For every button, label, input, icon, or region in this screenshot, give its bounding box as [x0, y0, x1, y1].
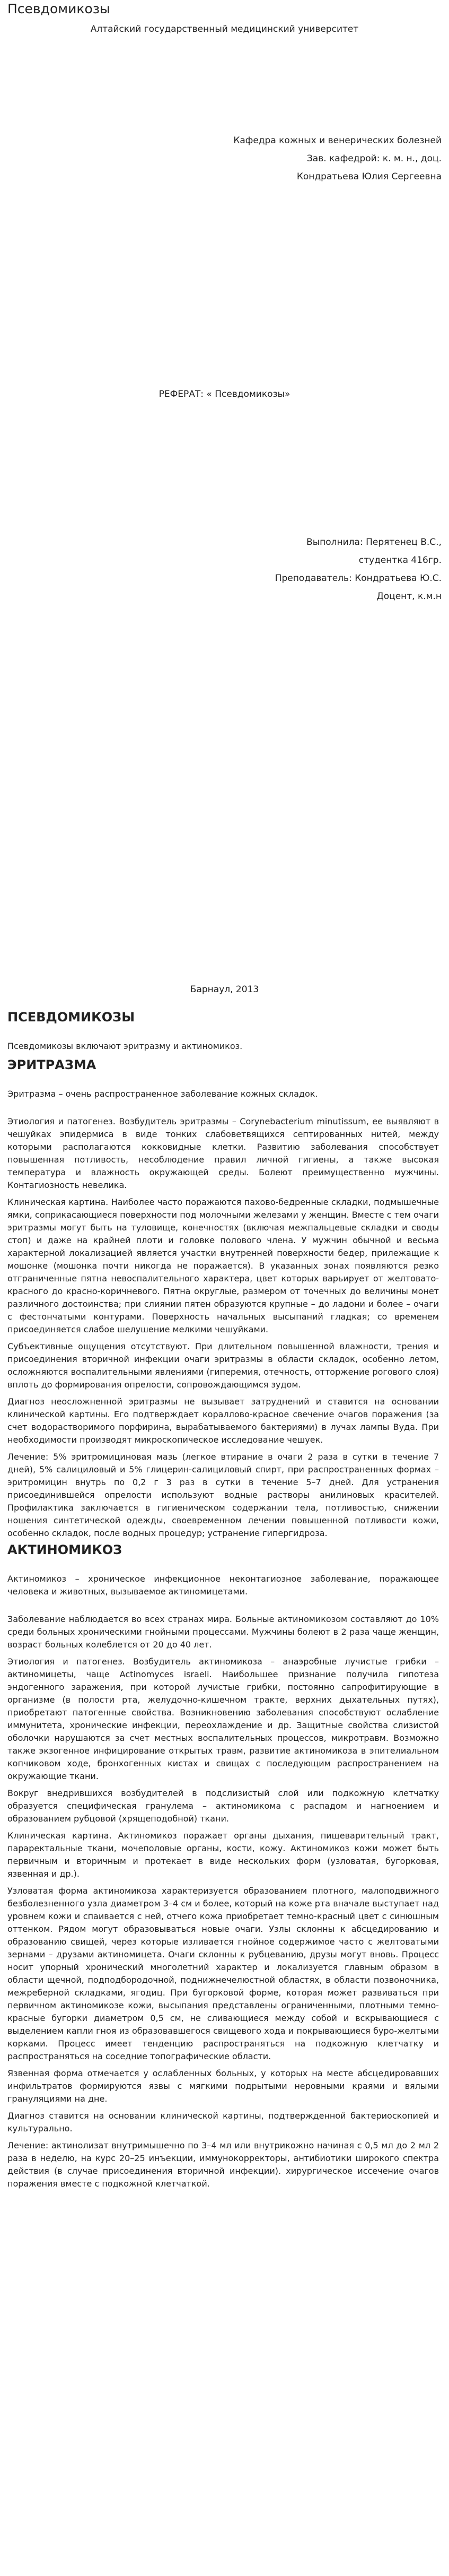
actinomycosis-etiology: Этиология и патогенез. Возбудитель актиномикоза – анаэробные лучистые грибки – актиномицеты, чаще Actinomyces israeli. Наибольшее признание получила гипотеза эндогенного заражения, при которой лучистые грибки, постоянно сапрофитирующие в организме (в полости рта, желудочно-кишечном тракте, верхних дыхательных путях), приобретают патогенные свойства. Возникновению заболевания способствуют ослабление иммунитета, хронические инфекции, переохлаждение и др. Защитные свойства слизистой оболочки нарушаются за счет местных воспалительных процессов, микротравм. Возможно также экзогенное инфицирование открытых травм, развитие актиномикоза в эпителиальном копчиковом ходе, бронхогенных кистах и свищах с последующим распространением на окружающие ткани. — [7, 1656, 439, 1781]
actinomycosis-pathogenesis: Вокруг внедрившихся возбудителей в подслизистый слой или подкожную клетчатку образуется специфическая гранулема – актиномикома с распадом и нагноением и образованием рубцовой (хрящеподобной) ткани. — [7, 1788, 439, 1824]
head-of-department: Зав. кафедрой: к. м. н., доц. — [306, 153, 442, 164]
main-heading: ПСЕВДОМИКОЗЫ — [7, 1010, 135, 1025]
head-name: Кондратьева Юлия Сергеевна — [296, 171, 442, 182]
actinomycosis-diagnosis: Диагноз ставится на основании клинической картины, подтвержденной бактериоскопией и культурально. — [7, 2111, 439, 2133]
erythrasma-definition: Эритразма – очень распространенное заболевание кожных складок. — [7, 1089, 318, 1099]
erythrasma-clinical: Клиническая картина. Наиболее часто поражаются пахово-бедренные складки, подмышечные ямки, соприкасающиеся поверхности под молочными железами у женщин. Вместе с тем очаги эритразмы могут быть на туловище, конечностях (включая межпальцевые складки и своды стоп) и даже на крайней плоти и головке полового члена. У мужчин обычной и весьма характерной локализацией является участки внутренней поверхности бедер, прилежащие к мошонке (мошонка почти никогда не поражается). В указанных зонах появляются резко отграниченные пятна невоспалительного характера, цвет которых варьирует от желтовато-красного до красно-коричневого. Пятна округлые, размером от точечных до величины монет различного достоинства; при слиянии пятен образуются крупные – до ладони и более – очаги с фестончатыми контурами. Поверхность начальных высыпаний гладкая; со временем присоединяется слабое шелушение мелкими чешуйками. — [7, 1197, 439, 1334]
essay-body — [7, 1009, 439, 2190]
actinomycosis-definition: Актиномикоз – хроническое инфекционное неконтагиозное заболевание, поражающее человека и животных, вызываемое актиномицетами. — [7, 1574, 439, 1597]
intro-paragraph: Псевдомикозы включают эритразму и актиномикоз. — [7, 1041, 243, 1051]
university-name: Алтайский государственный медицинский университет — [90, 24, 359, 34]
teacher: Преподаватель: Кондратьева Ю.С. — [275, 573, 442, 584]
actinomycosis-ulcerative-form: Язвенная форма отмечается у ослабленных больных, у которых на месте абсцедировавших инфильтратов формируются язвы с мягкими подрытыми неровными краями и вялыми грануляциями на дне. — [7, 2068, 439, 2104]
erythrasma-diagnosis: Диагноз неосложненной эритразмы не вызывает затруднений и ставится на основании клинической картины. Его подтверждает кораллово-красное свечение очагов поражения (за счет водорастворимого порфирина, вырабатываемого бактериями) в лучах лампы Вуда. При необходимости производят микроскопическое исследование чешуек. — [7, 1397, 439, 1445]
actinomycosis-heading: АКТИНОМИКОЗ — [7, 1542, 122, 1557]
actinomycosis-epidemiology: Заболевание наблюдается во всех странах мира. Больные актиномикозом составляют до 10% среди больных хроническими гнойными процессами. Мужчины болеют в 2 раза чаще женщин, возраст больных колеблется от 20 до 40 лет. — [7, 1614, 439, 1650]
erythrasma-sensations: Субъективные ощущения отсутствуют. При длительном повышенной влажности, трения и присоединения вторичной инфекции очаги эритразмы в области складок, особенно летом, осложняются воспалительными явлениями (гиперемия, отечность, отторжение рогового слоя) вплоть до формирования опрелости, сопровождающимся зудом. — [7, 1341, 439, 1390]
actinomycosis-nodular-form: Узловатая форма актиномикоза характеризуется образованием плотного, малоподвижного безболезненного узла диаметром 3–4 см и более, который на коже рта вначале выступает над уровнем кожи и спаивается с ней, отчего кожа приобретает темно-красный цвет с синюшным оттенком. Рядом могут образовываться новые очаги. Узлы склонны к абсцедированию и образованию свищей, через которые изливается гнойное содержимое часто с желтоватыми зернами – друзами актиномицета. Очаги склонны к рубцеванию, друзы могут вновь. Процесс носит упорный хронический многолетний характер и локализуется главным образом в области щечной, подподбородочной, поднижнечелюстной областях, в области позвоночника, межреберной складками, ягодиц. При бугорковой форме, которая может развиваться при первичном актиномикозе кожи, высыпания представлены ограниченными, плотными темно-красные бугорки диаметром 0,5 см, не сливающиеся между собой и вскрывающиеся с выделением капли гноя из образовавшегося свищевого хода и покрывающиеся буро-желтыми корками. Процесс имеет тенденцию распространяться на подкожную клетчатку и распространяться на соседние топографические области. — [7, 1886, 439, 2061]
department-name: Кафедра кожных и венерических болезней — [233, 135, 442, 146]
city-year: Барнаул, 2013 — [190, 984, 259, 995]
erythrasma-heading: ЭРИТРАЗМА — [7, 1057, 96, 1072]
essay-title: РЕФЕРАТ: « Псевдомикозы» — [159, 389, 290, 400]
actinomycosis-clinical: Клиническая картина. Актиномикоз поражает органы дыхания, пищеварительный тракт, параректальные ткани, мочеполовые органы, кости, кожу. Актиномикоз кожи может быть первичным и вторичным и протекает в виде нескольких форм (узловатая, бугорковая, язвенная и др.). — [7, 1831, 439, 1879]
teacher-rank: Доцент, к.м.н — [376, 591, 442, 602]
page-title: Псевдомикозы — [7, 1, 110, 16]
student-group: студентка 416гр. — [358, 555, 442, 566]
erythrasma-etiology: Этиология и патогенез. Возбудитель эритразмы – Corynebacterium minutissum, ее выявляют в чешуйках эпидермиса в виде тонких слабоветвящихся септированных нитей, между которыми располагаются кокковидные клетки. Развитию заболевания способствует повышенная потливость, несоблюдение правил личной гигиены, а также высокая температура и влажность окружающей среды. Болеют преимущественно мужчины. Контагиозность невелика. — [7, 1116, 439, 1190]
performed-by: Выполнила: Перятенец В.С., — [306, 537, 442, 548]
actinomycosis-treatment: Лечение: актинолизат внутримышечно по 3–4 мл или внутрикожно начиная с 0,5 мл до 2 мл 2 раза в неделю, на курс 20–25 инъекции, иммунокорректоры, антибиотики широкого спектра действия (в случае присоединения вторичной инфекции). хирургическое иссечение очагов поражения вместе с подкожной клетчаткой. — [7, 2140, 439, 2189]
erythrasma-treatment: Лечение: 5% эритромициновая мазь (легкое втирание в очаги 2 раза в сутки в течение 7 дней), 5% салициловый и 5% глицерин-салициловый спирт, при распространенных формах – эритромицин внутрь по 0,2 г 3 раз в сутки в течение 5–7 дней. Для устранения присоединившейся опрелости используют водные растворы анилиновых красителей. Профилактика заключается в гигиеническом содержании тела, потливостью, снижении ношения синтетической одежды, своевременном лечении повышенной потливости кожи, особенно складок, после водных процедур; устранение гипергидроза. — [7, 1452, 439, 1538]
